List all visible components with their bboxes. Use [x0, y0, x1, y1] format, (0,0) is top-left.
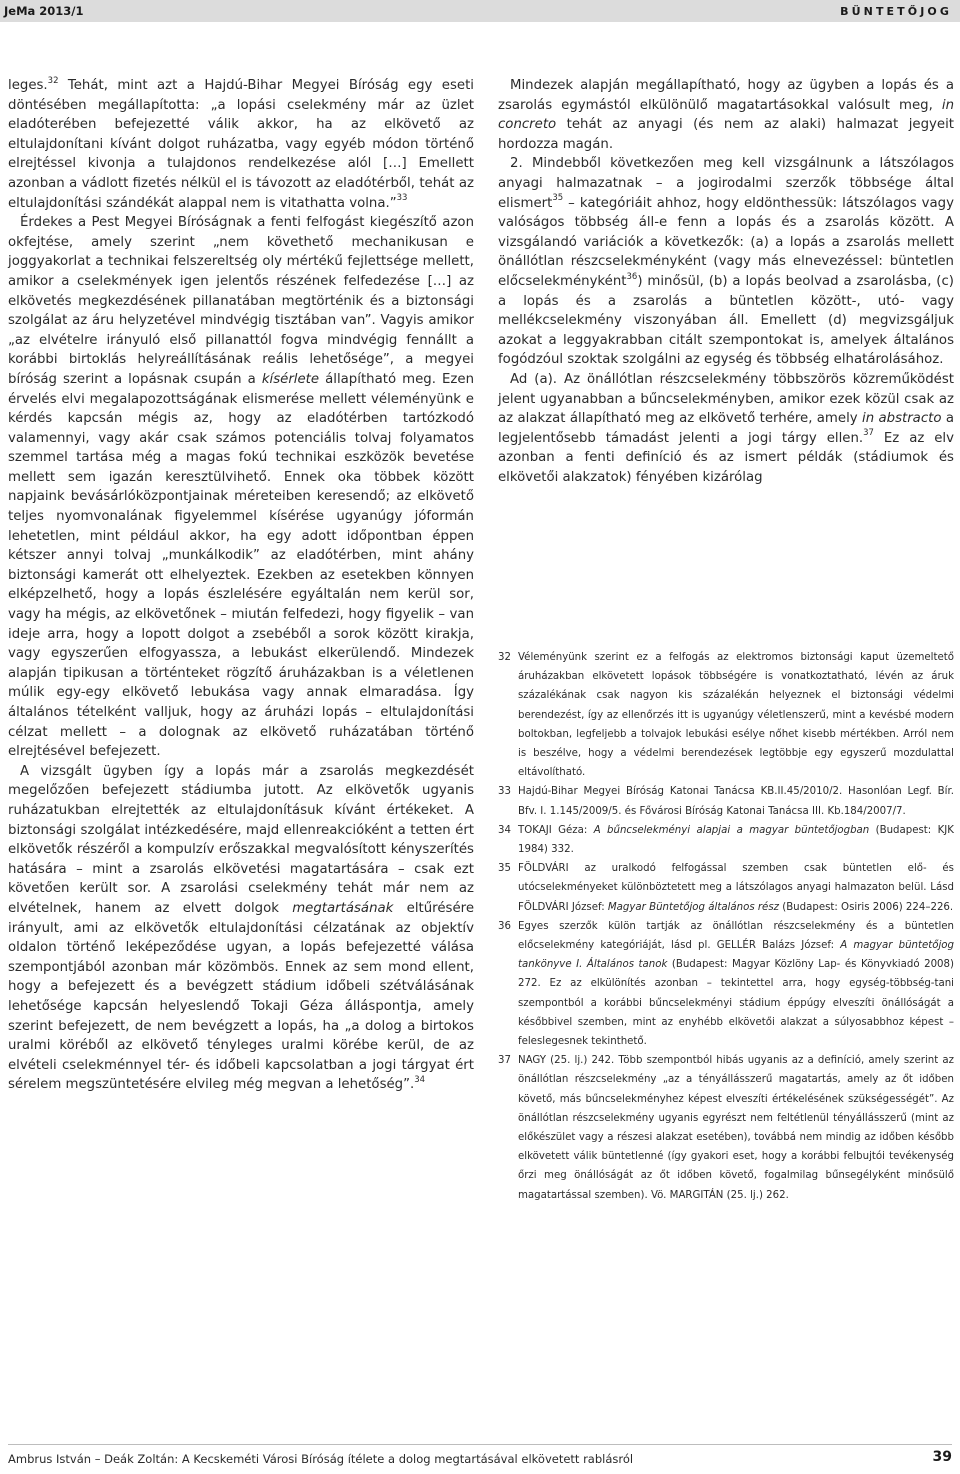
- page-number: 39: [932, 1449, 952, 1465]
- footnote-number: 37: [498, 1055, 511, 1067]
- journal-issue: JeMa 2013/1: [4, 4, 84, 18]
- running-header: [0, 0, 960, 22]
- paragraph: Mindezek alapján megállapítható, hogy az ügyben a lopás és a zsarolás egymástól elkülönülő magatartásokkal valósult meg, in concreto tehát az anyagi (és nem az alaki) halmazat jegyeit hordozza magán.: [498, 78, 954, 152]
- footnote-text: NAGY (25. lj.) 242. Több szempontból hibás ugyanis az a definíció, amely szerint az önállótlan részcselekmény „az a tényállásszerű magatartás, amely az őt időben követő, más bűncselekményhez képest elveszíti értékelésének szükségességét”. Az önállótlan részcselekmény ugyanis egyrészt nem feltétlenül tényállásszerű (mint az előkészület vagy a részesi alakzat esetében), továbbá nem mindig az időben később elkövetett válik büntetlenné (így gyakori eset, hogy a korábbi felbujtói tevékenység őrzi meg önállóságát az őt időben követő, fogalmilag bűnsegélyként minősülő magatartással szemben). Vö. MARGITÁN (25. lj.) 262.: [518, 1055, 954, 1201]
- footnote: [498, 648, 954, 782]
- footnote-ref[interactable]: 37: [863, 428, 874, 439]
- footnote-number: 33: [498, 786, 511, 798]
- footnote-ref[interactable]: 32: [47, 75, 59, 86]
- footnote-ref[interactable]: 36: [626, 271, 638, 282]
- footnote-number: 36: [498, 920, 511, 932]
- footnote-number: 32: [498, 652, 511, 663]
- footnote: [498, 821, 954, 859]
- footnote-ref[interactable]: 33: [396, 193, 408, 204]
- paragraph: leges.$^{32}$ Tehát, mint azt a Hajdú-Bihar Megyei Bíróság egy eseti döntésében megállapította: „a lopási cselekmény már az üzlet eladóterében befejezetté válik akkor, ha az elkövető az eltulajdonítani kívánt dolgot ruházatba, vagy egyéb módon történő elrejtéssel kivonja a tulajdonos rendelkezése alól […] Emellett azonban a vádlott fizetés nélkül el is távozott az eladótérből, tehát az eltulajdonítási szándékát alappal nem is vitathatta volna.”$^{33}$: [8, 75, 474, 211]
- paragraph: A vizsgált ügyben így a lopás már a zsarolás megkezdését megelőzően befejezett stádiumba jutott. Az elkövetők ugyanis ruházatukban elrejtették az eltulajdonításuk kívánt értékeket. A biztonsági szolgálat intézkedésére, majd ellenreakcióként a tetten ért elkövetők részéről a kompulzív erőszakkal megvalósított kényszerítés hatására – mint a zsarolás elkövetési magatartására – csak ezt követően került sor. A zsarolási cselekmény tehát már nem az elvételnek, hanem az elvett dolgok megtartásának eltűrésére irányult, ami az elkövetők eltulajdonítási célzatának az objektív oldalon történő leképeződése ugyan, a lopás befejezetté válása szempontjából azonban már közömbös. Ennek az sem mond ellent, hogy a befejezett és a bevégzett stádium időbeli szétválásának lehetősége kapcsán helyeslendő Tokaji Géza álláspontja, amely szerint befejezett, de nem bevégzett a lopás, ha „a dolog a birtokos uralmi köréből az elkövető tényleges uralmi körébe kerül, de az elvételi cselekménnyel tér- és időbeli kapcsolatban a jogi tárgyat ért sérelem megszüntetésére elvileg még megvan a lehetőség”.$^{34}$: [8, 763, 474, 1093]
- footnotes: [498, 648, 954, 1205]
- footnote-text: Hajdú-Bihar Megyei Bíróság Katonai Tanácsa KB.II.45/2010/2. Hasonlóan Legf. Bír. Bfv. I. 1.145/2009/5. és Fővárosi Bíróság Katonai Tanácsa III. Kb.184/2007/7.: [518, 786, 954, 817]
- footnote-text: FÖLDVÁRI az uralkodó felfogással szemben csak büntetlen elő- és utócselekményeket különböztetett meg a látszólagos anyagi halmazaton belül. Lásd FÖLDVÁRI József: Magyar Büntetőjog általános rész (Budapest: Osiris 2006) 224–226.: [518, 863, 954, 913]
- footnote: [498, 1051, 954, 1205]
- left-column: [8, 76, 474, 1095]
- footnote-number: 35: [498, 863, 511, 875]
- paragraph: Ad (a). Az önállótlan részcselekmény többszörös közreműködést jelent ugyanabban a bűncselekményben, amikor ezek közül csak az az alakzat állapítható meg az elkövető terhére, amely in abstracto a legjelentősebb támadást jelenti a jogi tárgy ellen.$^{37}$ Ez az elv azonban a fenti definíció és az ismert példák (stádiumok és elkövetői alakzatok) fényében kizárólag: [498, 371, 955, 485]
- footnote-text: Véleményünk szerint ez a felfogás az elektromos biztonsági kaput üzemeltető áruházakban elkövetett lopások többségére is vonatkoztatható, lévén az áruk százalékának csak nagyon kis százalékán helyeznek el biztonsági védelmi berendezést, így az ellenőrzés itt is ugyanúgy véletlenszerű, mint a kevésbé modern boltokban, legfeljebb a tolvajok lebukási esélye nőhet kisebb mértékben. Arról nem is beszélve, hogy a védelmi berendezések legtöbbje egy egyszerű mozdulattal eltávolítható.: [518, 652, 954, 779]
- footnote-text: Egyes szerzők külön tartják az önállótlan részcselekmény és a büntetlen előcselekmény kategóriáját, lásd pl. GELLÉR Balázs József: A magyar büntetőjog tankönyve I. Általános tanok (Budapest: Magyar Közlöny Lap- és Könyvkiadó 2008) 272. Ez az elkülönítés azonban – tekintettel arra, hogy egység-többség-tani szempontból a korábbi bűncselekményi stádium éppúgy elveszíti önállóságát a későbbivel szemben, mint az enyhébb elkövetői alakzat a súlyosabbhoz képest – feleslegesnek tekinthető.: [518, 920, 954, 1048]
- section-title: BÜNTETŐJOG: [840, 4, 952, 18]
- footer-divider: [8, 1444, 952, 1445]
- footer-citation: Ambrus István – Deák Zoltán: A Kecskeméti Városi Bíróság ítélete a dolog megtartásával elkövetett rablásról: [8, 1452, 634, 1466]
- footnote-ref[interactable]: 35: [552, 193, 564, 204]
- footnote-text: TOKAJI Géza: A bűncselekményi alapjai a magyar büntetőjogban (Budapest: KJK 1984) 332.: [518, 824, 954, 856]
- footnote-number: 34: [498, 824, 511, 836]
- footnote: [498, 782, 954, 820]
- footnote-ref[interactable]: 34: [414, 1074, 426, 1085]
- right-column: [498, 76, 954, 487]
- paragraph: Érdekes a Pest Megyei Bíróságnak a fenti felfogást kiegészítő azon okfejtése, amely szerint „nem követhető mechanikusan e joggyakorlat a technikai felszereltség oly mértékű fejlettsége mellett, amikor a cselekmények igen jelentős részének felfedezése […] az elkövetés megkezdésének pillanatában megtörténik és a biztonsági szolgálat az áru helyzetével mindvégig tisztában van”. Vagyis amikor „az elvételre irányuló első pillanattól fogva mindvégig fennállt a korábbi birtoklás helyreállításának reális lehetősége”, a megyei bíróság szerint a lopásnak csupán a kísérlete állapítható meg. Ezen érvelés elvi megalapozottságának elismerése mellett véleményünk e kérdés kapcsán mégis az, hogy az eladótérben tartózkodó valamennyi, vagy akár csak számos potenciális tolvaj folyamatos szemmel tartása még a magas fokú technikai eszközök bevetése mellett sem igazán keresztülvihető. Ennek oka többek között napjaink bevásárlóközpontjainak méreteiben keresendő; az elkövető teljes nyomvonalának figyelemmel kísérése ugyanúgy jóformán lehetetlen, mint például akkor, ha egy adott időpontban éppen kétszer annyi tolvaj „munkálkodik” az eladótérben, mint ahány biztonsági kamerát ott elhelyeztek. Ezekben az esetekben könnyen elképzelhető, hogy a lopás észlelésére egyáltalán nem kerül sor, vagy ha mégis, az elkövetőnek – miután felfedezi, hogy figyelik – van ideje arra, hogy a lopott dolgot a zsebéből a sorok között kirakja, vagy egyszerűen elfogyassza, a lebukást elkerülendő. Mindezek alapján tipikusan a történteket rögzítő áruházakban is a véletlenen múlik egy-egy elkövető lebukása vagy annak elmaradása. Így általános tételként valljuk, hogy az áruházi lopás – eltulajdonítási célzat mellett – a dolognak az elkövető ruházatában történő elrejtésével befejezett.: [8, 215, 474, 760]
- footnote: [498, 917, 954, 1051]
- paragraph: 2. Mindebből következően meg kell vizsgálnunk a látszólagos anyagi halmazatnak – a jogirodalmi szerzők többsége által elismert$^{35}$ – kategóriáit ahhoz, hogy eldönthessük: látszólagos vagy valóságos többség áll-e fenn a lopás és a zsarolás között. A vizsgálandó variációk a következők: (a) a lopás a zsarolás mellett önállótlan részcselekményként (vagy más elnevezéssel: büntetlen előcselekményként$^{36}$) minősül, (b) a lopás beolvad a zsarolásba, (c) a lopás és a zsarolás a büntetlen között-, utó- vagy mellékcselekmény viszonyában áll. Emellett (d) megvizsgáljuk azokat a leggyakrabban citált szempontokat is, amelyek általános fogódzóul szoktak szolgálni az egység és többség elhatárolásához.: [498, 156, 954, 368]
- footnote: [498, 859, 954, 917]
